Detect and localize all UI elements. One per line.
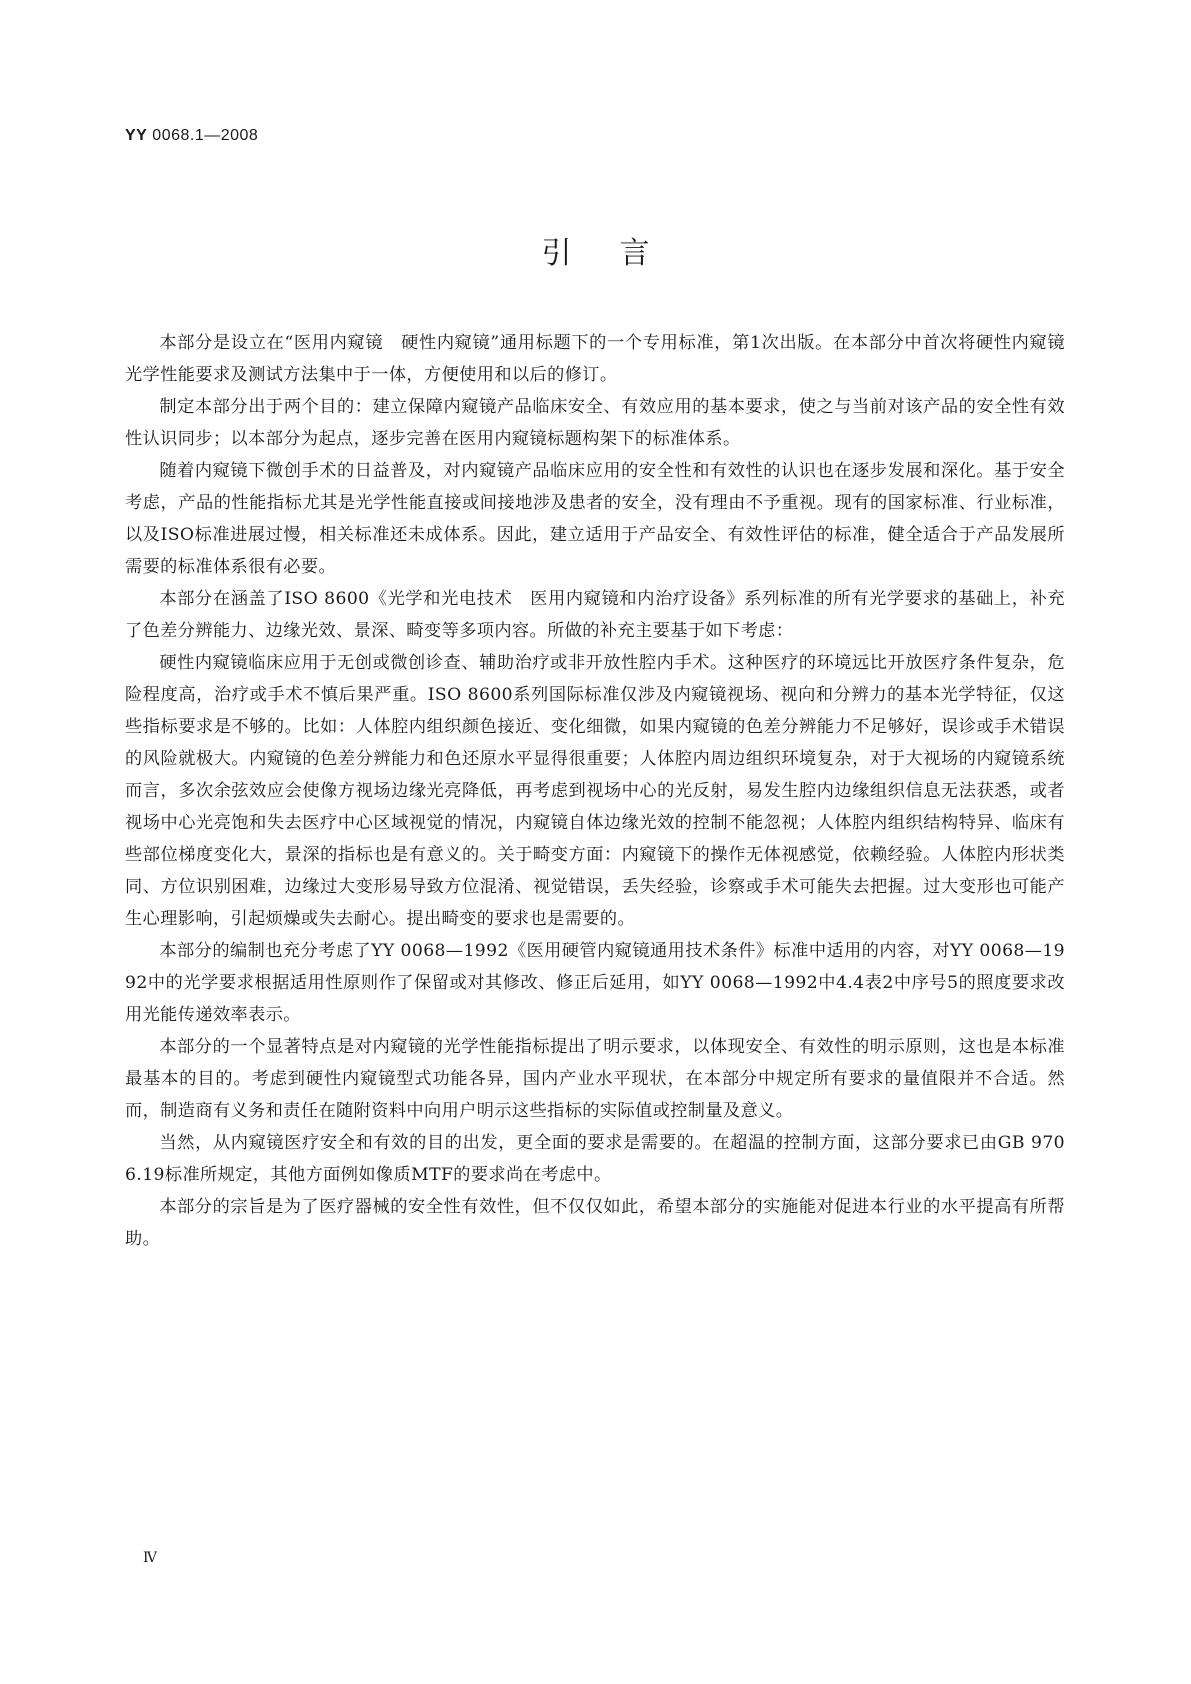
page-title: 引言	[541, 236, 698, 271]
page-number: Ⅳ	[143, 1550, 157, 1566]
paragraph-4: 本部分在涵盖了ISO 8600《光学和光电技术 医用内窥镜和内治疗设备》系列标准的所有光学要求的基础上，补充了色差分辨能力、边缘光效、景深、畸变等多项内容。所做的补充主要基于如下考虑：	[125, 589, 1065, 641]
standard-prefix: YY	[125, 127, 148, 144]
paragraph-5: 硬性内窥镜临床应用于无创或微创诊查、辅助治疗或非开放性腔内手术。这种医疗的环境远比开放医疗条件复杂，危险程度高，治疗或手术不慎后果严重。ISO 8600系列国际标准仅涉及内窥镜视场、视向和分辨力的基本光学特征，仅这些指标要求是不够的。比如：人体腔内组织颜色接近、变化细微，如果内窥镜的色差分辨能力不足够好，误诊或手术错误的风险就极大。内窥镜的色差分辨能力和色还原水平显得很重要；人体腔内周边组织环境复杂，对于大视场的内窥镜系统而言，多次余弦效应会使像方视场边缘光亮降低，再考虑到视场中心的光反射，易发生腔内边缘组织信息无法获悉，或者视场中心光亮饱和失去医疗中心区域视觉的情况，内窥镜自体边缘光效的控制不能忽视；人体腔内组织结构特异、临床有些部位梯度变化大，景深的指标也是有意义的。关于畸变方面：内窥镜下的操作无体视感觉，依赖经验。人体腔内形状类同、方位识别困难，边缘过大变形易导致方位混淆、视觉错误，丢失经验，诊察或手术可能失去把握。过大变形也可能产生心理影响，引起烦燥或失去耐心。提出畸变的要求也是需要的。	[125, 653, 1065, 929]
paragraph-9: 本部分的宗旨是为了医疗器械的安全性有效性，但不仅仅如此，希望本部分的实施能对促进本行业的水平提高有所帮助。	[125, 1197, 1065, 1249]
paragraph-1: 本部分是设立在“医用内窥镜 硬性内窥镜”通用标题下的一个专用标准，第1次出版。在本部分中首次将硬性内窥镜光学性能要求及测试方法集中于一体，方便使用和以后的修订。	[125, 333, 1065, 385]
paragraph-8: 当然，从内窥镜医疗安全和有效的目的出发，更全面的要求是需要的。在超温的控制方面，这部分要求已由GB 9706.19标准所规定，其他方面例如像质MTF的要求尚在考虑中。	[125, 1133, 1065, 1185]
document-body	[125, 327, 1065, 1255]
standard-code	[125, 127, 258, 145]
paragraph-3: 随着内窥镜下微创手术的日益普及，对内窥镜产品临床应用的安全性和有效性的认识也在逐步发展和深化。基于安全考虑，产品的性能指标尤其是光学性能直接或间接地涉及患者的安全，没有理由不予重视。现有的国家标准、行业标准，以及ISO标准进展过慢，相关标准还未成体系。因此，建立适用于产品安全、有效性评估的标准，健全适合于产品发展所需要的标准体系很有必要。	[125, 461, 1065, 577]
paragraph-6: 本部分的编制也充分考虑了YY 0068—1992《医用硬管内窥镜通用技术条件》标准中适用的内容，对YY 0068—1992中的光学要求根据适用性原则作了保留或对其修改、修正后延用，如YY 0068—1992中4.4表2中序号5的照度要求改用光能传递效率表示。	[125, 941, 1065, 1025]
paragraph-7: 本部分的一个显著特点是对内窥镜的光学性能指标提出了明示要求，以体现安全、有效性的明示原则，这也是本标准最基本的目的。考虑到硬性内窥镜型式功能各异，国内产业水平现状，在本部分中规定所有要求的量值限并不合适。然而，制造商有义务和责任在随附资料中向用户明示这些指标的实际值或控制量及意义。	[125, 1037, 1065, 1121]
standard-number: 0068.1—2008	[152, 127, 259, 144]
paragraph-2: 制定本部分出于两个目的：建立保障内窥镜产品临床安全、有效应用的基本要求，使之与当前对该产品的安全性有效性认识同步；以本部分为起点，逐步完善在医用内窥镜标题构架下的标准体系。	[125, 397, 1065, 449]
